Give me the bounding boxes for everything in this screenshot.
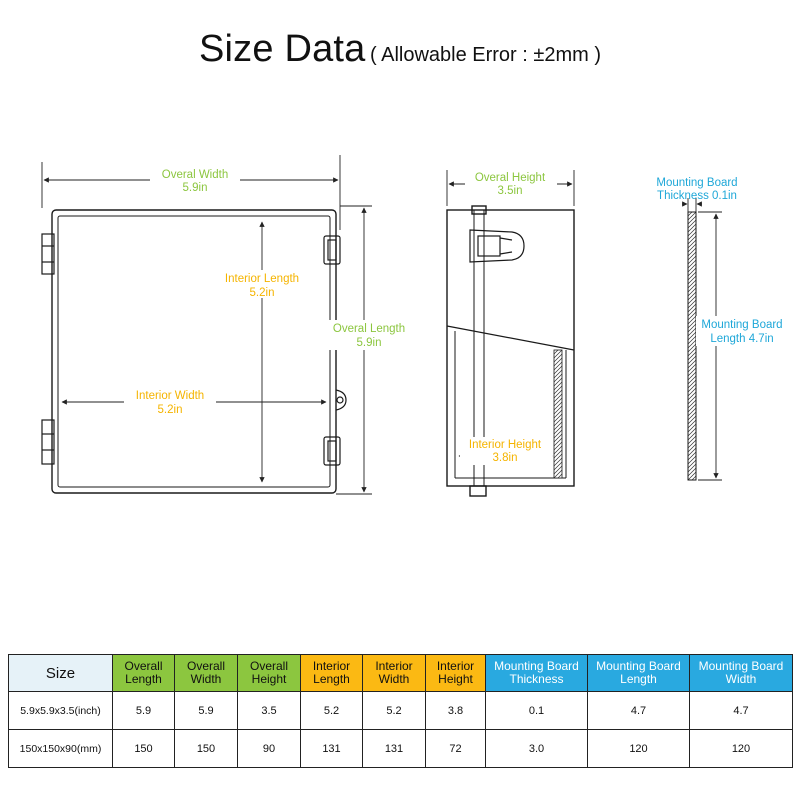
table-cell: 5.9 bbox=[113, 692, 175, 730]
table-cell: 120 bbox=[690, 730, 793, 768]
interior-height-value: 3.8in bbox=[492, 452, 518, 464]
table-cell: 150 bbox=[113, 730, 175, 768]
table-cell: 0.1 bbox=[486, 692, 588, 730]
title-subtitle: ( Allowable Error : ±2mm ) bbox=[369, 44, 602, 66]
interior-width-label: Interior Width bbox=[135, 390, 205, 402]
header-board-thickness: Mounting Board Thickness bbox=[486, 655, 588, 692]
lock-tab bbox=[336, 390, 346, 410]
board-thickness-label: Mounting Board bbox=[656, 177, 738, 189]
board-thickness-value: Thickness 0.1in bbox=[657, 190, 737, 202]
front-view bbox=[42, 210, 346, 493]
front-inner-edge bbox=[58, 216, 330, 487]
overall-width-value: 5.9in bbox=[182, 182, 208, 194]
table-cell: 3.5 bbox=[238, 692, 301, 730]
overall-width-label: Overal Width bbox=[161, 169, 229, 181]
table-cell: 4.7 bbox=[690, 692, 793, 730]
table-cell: 90 bbox=[238, 730, 301, 768]
title-main: Size Data bbox=[198, 28, 366, 70]
header-overall-length: Overall Length bbox=[113, 655, 175, 692]
overall-length-value: 5.9in bbox=[356, 337, 382, 349]
header-interior-height: Interior Height bbox=[426, 655, 486, 692]
overall-height-value: 3.5in bbox=[497, 185, 523, 197]
table-cell: 5.2 bbox=[301, 692, 363, 730]
mounting-board-view bbox=[688, 212, 696, 480]
table-cell: 150x150x90(mm) bbox=[9, 730, 113, 768]
table-cell: 120 bbox=[588, 730, 690, 768]
board-length-value: Length 4.7in bbox=[710, 333, 774, 345]
table-cell: 5.2 bbox=[363, 692, 426, 730]
interior-length-value: 5.2in bbox=[249, 287, 275, 299]
table-cell: 4.7 bbox=[588, 692, 690, 730]
overall-length-label: Overal Length bbox=[332, 323, 406, 335]
side-mounting-board bbox=[554, 350, 562, 478]
header-overall-width: Overall Width bbox=[175, 655, 238, 692]
header-board-width: Mounting Board Width bbox=[690, 655, 793, 692]
header-overall-height: Overall Height bbox=[238, 655, 301, 692]
interior-length-label: Interior Length bbox=[224, 273, 300, 285]
header-interior-length: Interior Length bbox=[301, 655, 363, 692]
latch-top bbox=[324, 236, 340, 264]
table-header-row bbox=[9, 655, 793, 692]
table-cell: 150 bbox=[175, 730, 238, 768]
header-interior-width: Interior Width bbox=[363, 655, 426, 692]
table-cell: 5.9x5.9x3.5(inch) bbox=[9, 692, 113, 730]
table-cell: 3.0 bbox=[486, 730, 588, 768]
table-cell: 131 bbox=[363, 730, 426, 768]
front-outer-edge bbox=[52, 210, 336, 493]
board-length-label: Mounting Board bbox=[701, 319, 783, 331]
latch-bottom bbox=[324, 437, 340, 465]
size-table bbox=[8, 654, 793, 768]
front-dimensions bbox=[42, 155, 372, 494]
interior-height-label: Interior Height bbox=[468, 439, 542, 451]
overall-height-label: Overal Height bbox=[474, 172, 546, 184]
table-row bbox=[9, 692, 793, 730]
table-cell: 3.8 bbox=[426, 692, 486, 730]
interior-width-value: 5.2in bbox=[157, 404, 183, 416]
side-latch bbox=[470, 230, 524, 262]
table-row bbox=[9, 730, 793, 768]
header-size: Size bbox=[9, 655, 113, 692]
table-cell: 72 bbox=[426, 730, 486, 768]
table-cell: 131 bbox=[301, 730, 363, 768]
table-cell: 5.9 bbox=[175, 692, 238, 730]
header-board-length: Mounting Board Length bbox=[588, 655, 690, 692]
